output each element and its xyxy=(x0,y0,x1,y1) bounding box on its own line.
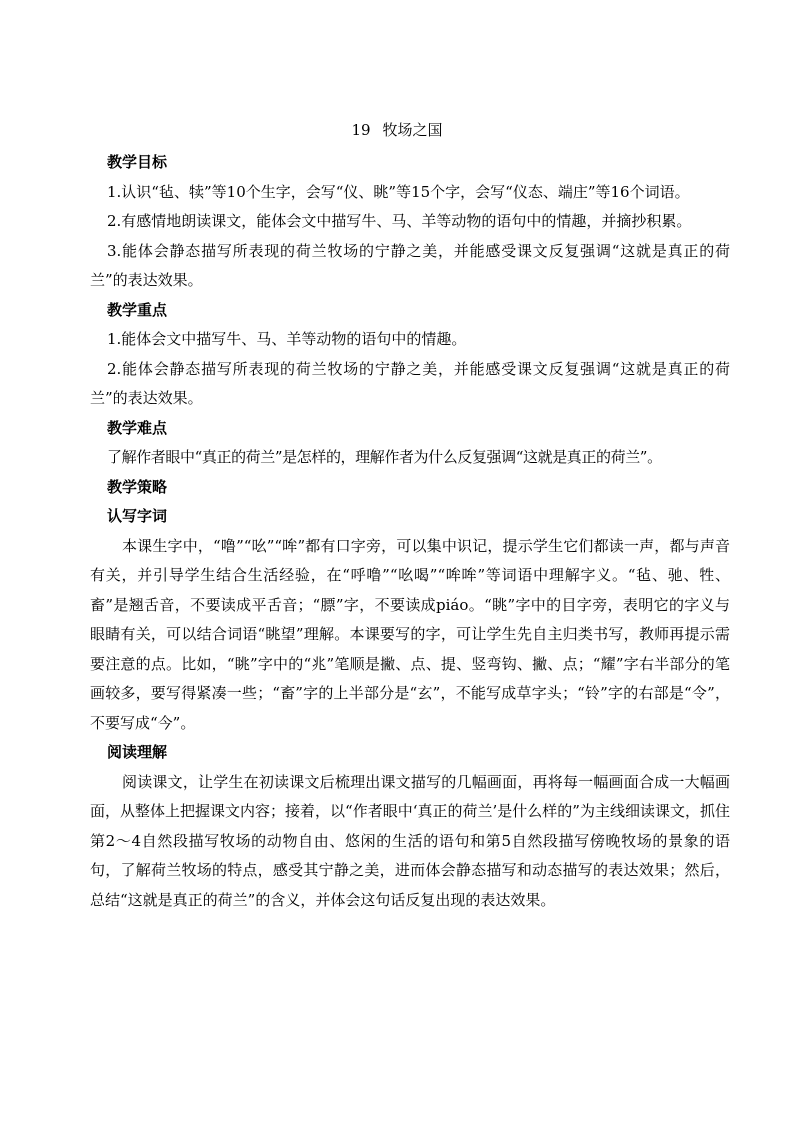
heading-difficulties: 教学难点 xyxy=(107,418,168,437)
reading-paragraph: 阅读课文，让学生在初读课文后梳理出课文描写的几幅画面，再将每一幅画面合成一大幅画面，从整体上把握课文内容；接着，以“作者眼中‘真正的荷兰’是什么样的”为主线细读课文，抓住第2～4自然段描写牧场的动物自由、悠闲的生活的语句和第5自然段描写傍晚牧场的景象的语句，了解荷兰牧场的特点，感受其宁静之美，进而体会静态描写和动态描写的表达效果；然后，总结“这就是真正的荷兰”的含义，并体会这句话反复出现的表达效果。 xyxy=(90,772,730,909)
goal-item-2: 2.有感情地朗读课文，能体会文中描写牛、马、羊等动物的语句中的情趣，并摘抄积累。 xyxy=(107,212,692,230)
heading-goals: 教学目标 xyxy=(107,153,168,171)
vocabulary-paragraph: 本课生字中，“噜”“吆”“哞”都有口字旁，可以集中识记，提示学生它们都读一声，都与声音有关，并引导学生结合生活经验，在“呼噜”“吆喝”“哞哞”等词语中理解字义。“毡、驰、牲、畜”是翘舌音，不要读成平舌音；“膘”字，不要读成piáo。“眺”字中的目字旁，表明它的字义与眼睛有关，可以结合词语“眺望”理解。本课要写的字，可让学生先自主归类书写，教师再提示需要注意的点。比如，“眺”字中的“兆”笔顺是撇、点、提、竖弯钩、撇、点；“耀”字右半部分的笔画较多，要写得紧凑一些；“畜”字的上半部分是“玄”，不能写成草字头；“铃”字的右部是“令”，不要写成“今”。 xyxy=(90,536,730,732)
heading-reading: 阅读理解 xyxy=(107,743,168,761)
lesson-title-text: 牧场之国 xyxy=(382,121,443,139)
key-point-item-1: 1.能体会文中描写牛、马、羊等动物的语句中的情趣。 xyxy=(107,330,467,348)
lesson-number: 19 xyxy=(351,121,371,139)
heading-strategy: 教学策略 xyxy=(107,477,168,496)
lesson-title xyxy=(0,120,794,140)
difficulties-text: 了解作者眼中“真正的荷兰”是怎样的，理解作者为什么反复强调“这就是真正的荷兰”。 xyxy=(107,448,662,466)
heading-vocabulary: 认写字词 xyxy=(107,507,168,525)
goal-item-3: 3.能体会静态描写所表现的荷兰牧场的宁静之美，并能感受课文反复强调“这就是真正的荷兰”的表达效果。 xyxy=(90,241,730,289)
goal-item-1: 1.认识“毡、犊”等10个生字，会写“仪、眺”等15个字，会写“仪态、端庄”等16个词语。 xyxy=(107,182,690,201)
key-point-item-2: 2.能体会静态描写所表现的荷兰牧场的宁静之美，并能感受课文反复强调“这就是真正的荷兰”的表达效果。 xyxy=(90,359,730,407)
document-body xyxy=(90,148,730,915)
heading-key-points: 教学重点 xyxy=(107,300,168,319)
